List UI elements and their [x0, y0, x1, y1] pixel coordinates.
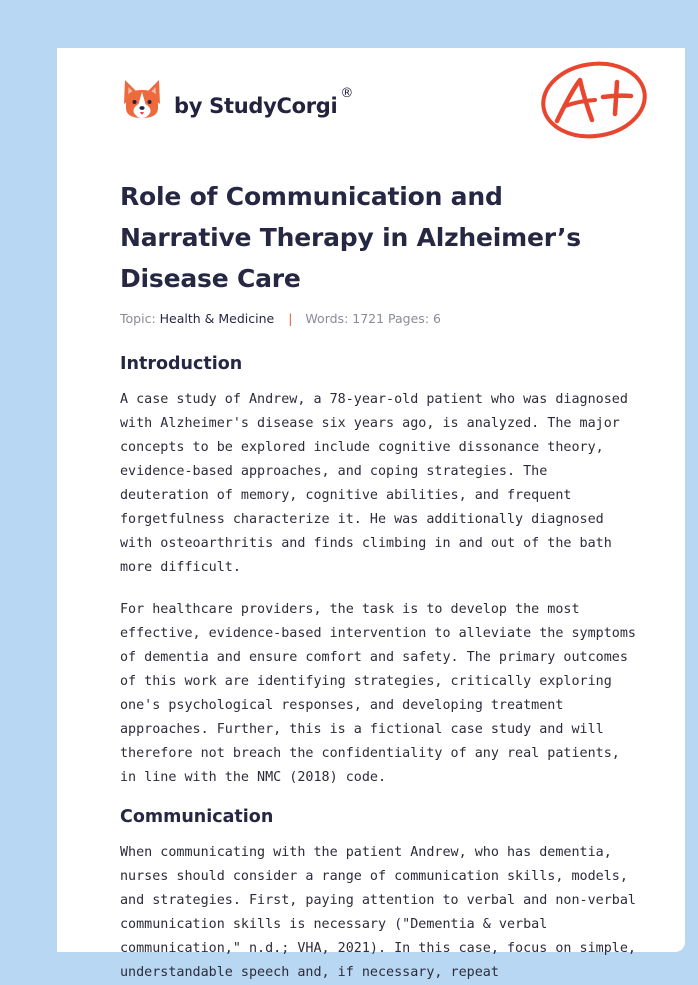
paragraph: When communicating with the patient Andrew, who has dementia, nurses should consider a range of communication skills, models, and strategies. First, paying attention to verbal and non-verbal communication skills is necessary ("Dementia & verbal communication," n.d.; VHA, 2021). In this case, focus on simple, understandable speech and, if necessary, repeat	[120, 845, 636, 980]
section-heading-communication: Communication	[120, 807, 274, 827]
essay-title: Role of Communication and Narrative Therapy in Alzheimer’s Disease Care	[120, 182, 581, 293]
essay-body	[120, 350, 640, 985]
page-count: Pages: 6	[388, 311, 441, 326]
studycorgi-logo[interactable]	[121, 76, 353, 124]
topic-label: Topic:	[120, 311, 156, 326]
essay-card	[57, 48, 685, 980]
meta-separator: |	[288, 311, 293, 326]
registered-mark: ®	[340, 86, 354, 101]
brand-name: by StudyCorgi®	[174, 86, 354, 118]
word-count: Words: 1721	[305, 311, 385, 326]
section-heading-introduction: Introduction	[120, 354, 243, 374]
paragraph: For healthcare providers, the task is to develop the most effective, evidence-based intervention to alleviate the symptoms of dementia and ensure comfort and safety. The primary outcomes of this work are identifying strategies, critically exploring one's psychological responses, and developing treatment approaches. Further, this is a fictional case study and will therefore not breach the confidentiality of any real patients, in line with the NMC (2018) code.	[120, 602, 636, 785]
a-plus-grade-icon	[539, 60, 649, 140]
essay-meta	[120, 311, 441, 326]
corgi-icon	[121, 77, 163, 123]
topic-link[interactable]: Health & Medicine	[159, 311, 275, 326]
paragraph: A case study of Andrew, a 78-year-old patient who was diagnosed with Alzheimer's disease six years ago, is analyzed. The major concepts to be explored include cognitive dissonance theory, evidence-based approaches, and coping strategies. The deuteration of memory, cognitive abilities, and frequent forgetfulness characterize it. He was additionally diagnosed with osteoarthritis and finds climbing in and out of the bath more difficult.	[120, 392, 628, 575]
